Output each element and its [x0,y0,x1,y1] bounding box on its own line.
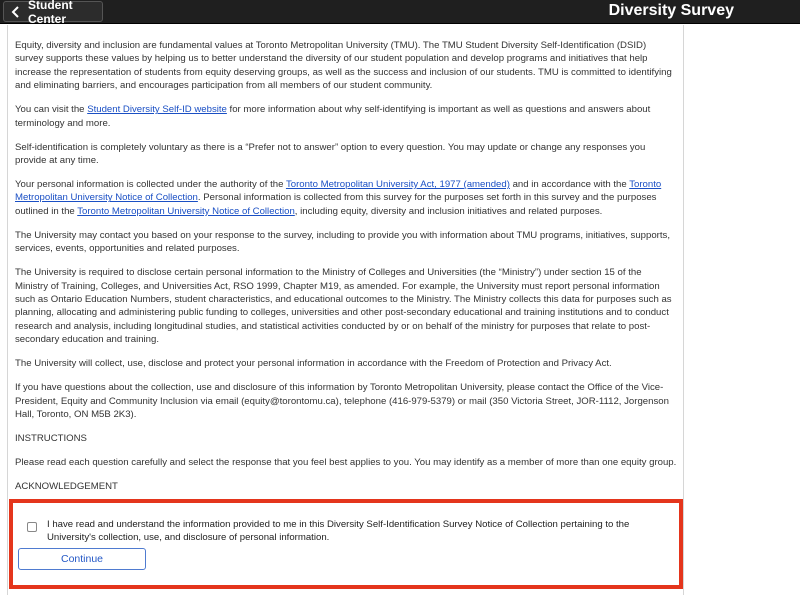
continue-button[interactable]: Continue [18,548,146,570]
acknowledgement-row [27,519,667,544]
intro-paragraph: Equity, diversity and inclusion are fundamental values at Toronto Metropolitan University (TMU). The TMU Student Diversity Self-Identification (DSID) survey supports these values by helping us to better understand the diversity of our student population and develop programs and initiatives that help increase the representation of students from equity deserving groups, as well as the success and inclusion of our students. TMU is committed to identifying and eliminating barriers, and encourages participation from all members of our student community. [15,40,672,92]
page-title: Diversity Survey [608,2,734,19]
ministry-paragraph: The University is required to disclose certain personal information to the Ministry of Colleges and Universities (the “Ministry”) under section 15 of the Ministry of Training, Colleges, and Universities Act, RSO 1999, Chapter M19, as amended. For example, the University must report personal information such as Ontario Education Numbers, student characteristics, and educational outcomes to the Ministry. The Ministry collects this data for purposes such as planning, allocating and administering public funding to colleges, universities and other post-secondary educational and training institutions and to conduct research and analysis, including longitudinal studies, and statistical activities conducted by or on behalf of the ministry for purposes that relate to post-secondary education and training. [15,267,672,346]
text-segment: and in accordance with the [509,179,630,191]
authority-paragraph [15,178,677,218]
header-bar [0,0,800,24]
notice-of-collection-link-2[interactable]: Toronto Metropolitan University Notice of Collection [77,205,295,217]
website-paragraph [15,103,677,130]
text-segment: . Personal information is collected from this survey for the purposes set forth in this survey and the purposes outlined in the [15,192,657,217]
voluntary-paragraph: Self-identification is completely voluntary as there is a “Prefer not to answer” option to every question. You may update or change any responses you provide at any time. [15,141,646,167]
text-segment: , including equity, diversity and inclusion initiatives and related purposes. [294,205,603,217]
privacy-paragraph: The University will collect, use, disclose and protect your personal information in accordance with the Freedom of Protection and Privacy Act. [15,358,612,370]
notice-text [15,39,677,504]
self-id-website-link[interactable]: Student Diversity Self-ID website [87,104,227,116]
acknowledgement-heading: ACKNOWLEDGEMENT [15,481,118,493]
notice-of-collection-link[interactable]: Toronto Metropolitan University Notice of Collection [15,179,662,204]
back-to-student-center-button[interactable] [3,0,103,26]
questions-paragraph: If you have questions about the collection, use and disclosure of this information by Toronto Metropolitan University, please contact the Office of the Vice-President, Equity and Community Inclusion via email (equity@torontomu.ca), telephone (416-979-5379) or mail (350 Victoria Street, JOR-1112, Jorgenson Hall, Toronto, ON M5B 2K3). [15,382,669,421]
text-segment: You can visit the [15,104,88,116]
text-segment: for more information about why self-identifying is important as well as questions and answers about terminology and more. [15,104,651,129]
acknowledgement-section [9,499,683,589]
tmu-act-link[interactable]: Toronto Metropolitan University Act, 1977 (amended) [285,179,510,191]
instructions-text: Please read each question carefully and select the response that you feel best applies to you. You may identify as a member of more than one equity group. [15,457,677,469]
chevron-left-icon [10,5,22,19]
acknowledgement-checkbox[interactable] [27,522,37,532]
acknowledgement-label: I have read and understand the information provided to me in this Diversity Self-Identification Survey Notice of Collection pertaining to the University's collection, use, and disclosure of personal information. [47,519,630,543]
back-button-label: Student Center [28,0,73,26]
contact-paragraph: The University may contact you based on your response to the survey, including to provide you with information about TMU programs, initiatives, supports, services, events, opportunities and related purposes. [15,229,671,255]
text-segment: Your personal information is collected under the authority of the [15,179,286,191]
instructions-heading: INSTRUCTIONS [15,433,87,445]
